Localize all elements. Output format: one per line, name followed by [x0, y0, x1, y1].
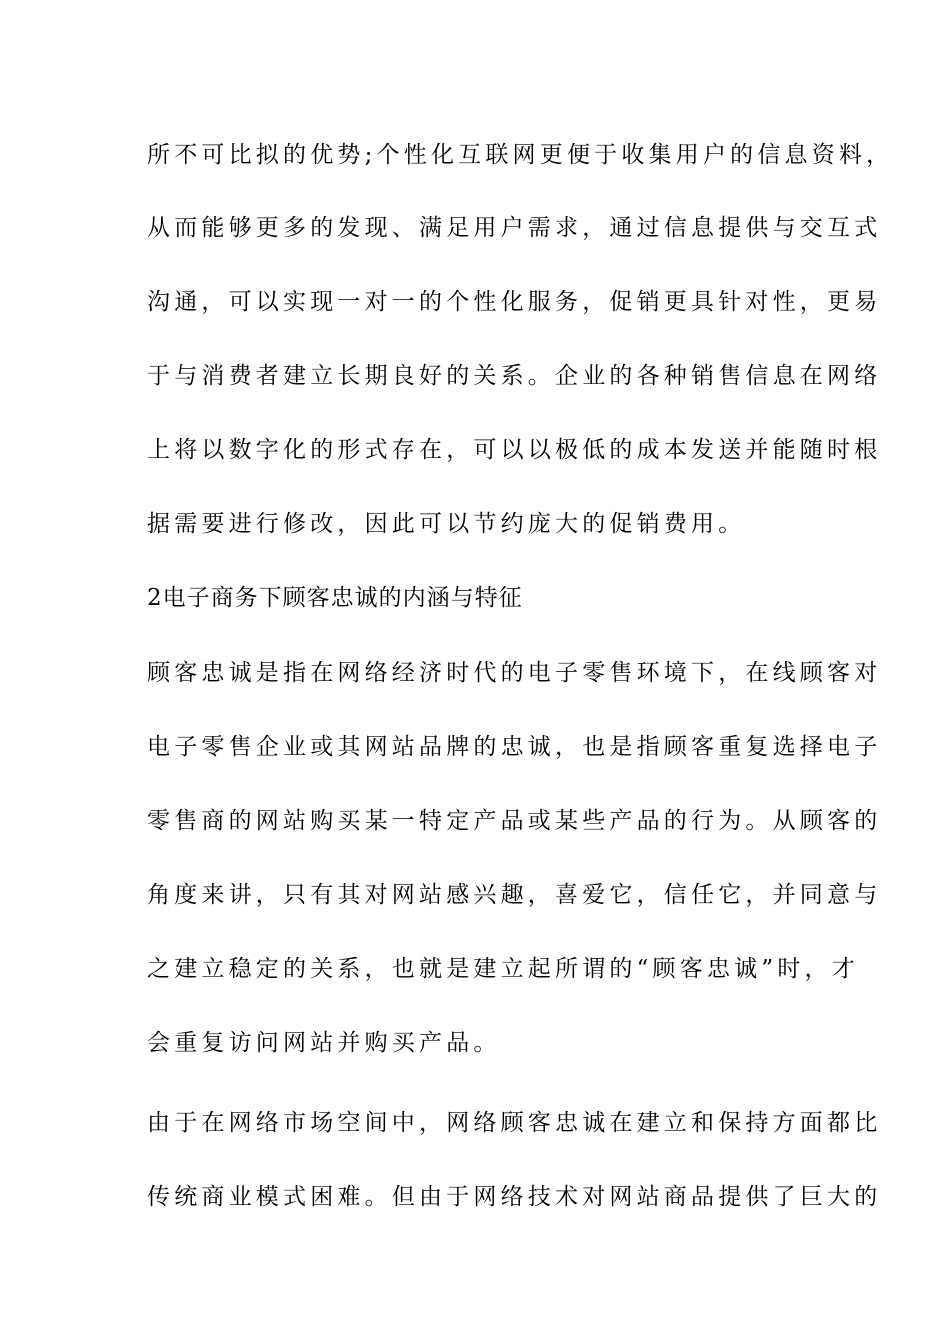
paragraph-3-line-2: 传统商业模式困难。但由于网络技术对网站商品提供了巨大的	[147, 1184, 882, 1210]
paragraph-2-line-4: 角度来讲，只有其对网站感兴趣，喜爱它，信任它，并同意与	[147, 882, 882, 908]
paragraph-2-line-2: 电子零售企业或其网站品牌的忠诚，也是指顾客重复选择电子	[147, 734, 882, 760]
paragraph-1-line-5: 上将以数字化的形式存在，可以以极低的成本发送并能随时根	[147, 437, 882, 463]
paragraph-1-line-4: 于与消费者建立长期良好的关系。企业的各种销售信息在网络	[147, 363, 882, 389]
paragraph-1-line-6: 据需要进行修改，因此可以节约庞大的促销费用。	[147, 511, 746, 537]
paragraph-1-line-3: 沟通，可以实现一对一的个性化服务，促销更具针对性，更易	[147, 289, 882, 315]
paragraph-2-line-3: 零售商的网站购买某一特定产品或某些产品的行为。从顾客的	[147, 808, 882, 834]
paragraph-2-line-5: 之建立稳定的关系，也就是建立起所谓的“顾客忠诚”时，才	[147, 956, 859, 982]
paragraph-1-line-2: 从而能够更多的发现、满足用户需求，通过信息提供与交互式	[147, 215, 882, 241]
section-heading: 2电子商务下顾客忠诚的内涵与特征	[147, 585, 523, 611]
paragraph-1-line-1: 所不可比拟的优势;个性化互联网更便于收集用户的信息资料，	[147, 142, 894, 168]
paragraph-3-line-1: 由于在网络市场空间中，网络顾客忠诚在建立和保持方面都比	[147, 1110, 882, 1136]
paragraph-2-line-1: 顾客忠诚是指在网络经济时代的电子零售环境下，在线顾客对	[147, 660, 882, 686]
paragraph-2-line-6: 会重复访问网站并购买产品。	[147, 1030, 501, 1056]
